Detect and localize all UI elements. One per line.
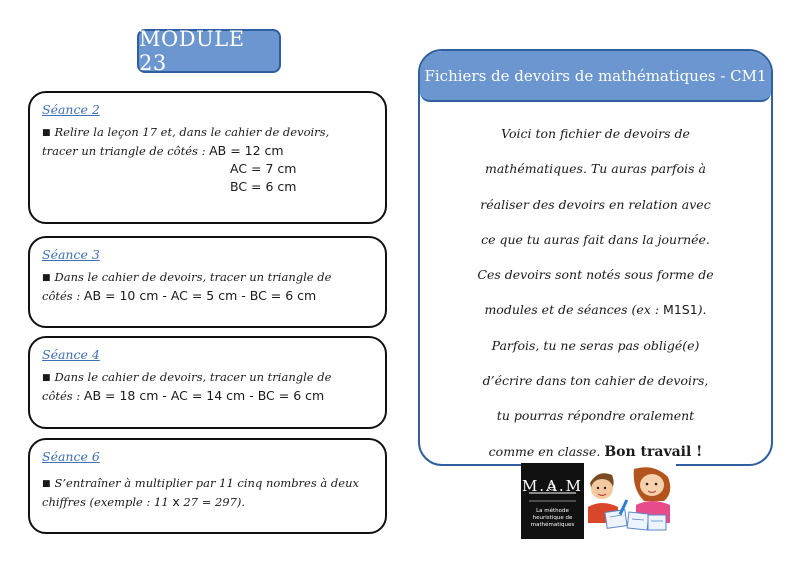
logo-sub-line: mathématiques — [530, 522, 575, 528]
measures: AB = 10 cm - AC = 5 cm - BC = 6 cm — [83, 288, 317, 303]
panel-line — [420, 434, 771, 466]
info-panel — [418, 49, 773, 466]
bullet-icon: ■ — [42, 479, 51, 489]
panel-text: comme en classe. — [488, 443, 605, 459]
seance-text: Dans le cahier de devoirs, tracer un triangle de — [54, 370, 332, 384]
seance-title: Séance 3 — [42, 247, 100, 262]
seance-text: Dans le cahier de devoirs, tracer un triangle de — [54, 270, 332, 284]
seance-line — [42, 142, 375, 160]
seance-title: Séance 6 — [42, 449, 100, 464]
seance-card-6 — [28, 438, 387, 534]
panel-line: Parfois, tu ne seras pas obligé(e) — [491, 337, 700, 353]
measures: AB = 18 cm - AC = 14 cm - BC = 6 cm — [83, 388, 325, 403]
seance-line — [42, 269, 375, 287]
seance-line — [42, 160, 375, 178]
seance-title: Séance 2 — [42, 102, 100, 117]
seance-text: S’entraîner à multiplier par 11 cinq nombres à deux — [54, 476, 359, 490]
seance-line — [42, 287, 375, 305]
logo-sub-line: La méthode — [536, 508, 569, 514]
seance-title: Séance 4 — [42, 347, 100, 362]
module-title: MODULE 23 — [137, 29, 281, 73]
children-illustration — [584, 463, 676, 539]
panel-line: mathématiques. Tu auras parfois à — [484, 161, 706, 177]
seance-text: chiffres (exemple : 11 — [42, 495, 173, 509]
measure-ab: AB = 12 cm — [209, 143, 284, 158]
mam-logo-text: M.A.M — [521, 477, 584, 495]
seance-text: Relire la leçon 17 et, dans le cahier de devoirs, — [54, 125, 330, 139]
seance-text: 27 = 297). — [179, 495, 246, 509]
bon-travail: Bon travail ! — [604, 443, 703, 460]
seance-line — [42, 475, 375, 493]
seance-card-4 — [28, 336, 387, 429]
kids-studying-icon — [584, 463, 676, 539]
seance-card-3 — [28, 236, 387, 328]
panel-line: ce que tu auras fait dans la journée. — [481, 231, 710, 247]
seance-line — [42, 178, 375, 196]
panel-line: Ces devoirs sont notés sous forme de — [477, 267, 714, 283]
panel-body — [420, 102, 771, 466]
panel-line: réaliser des devoirs en relation avec — [480, 196, 711, 212]
measure-ac: AC = 7 cm — [230, 161, 297, 176]
bullet-icon: ■ — [42, 373, 51, 383]
seance-text: côtés : — [42, 389, 84, 403]
panel-line: tu pourras répondre oralement — [496, 408, 695, 424]
bullet-icon: ■ — [42, 273, 51, 283]
logo-sub-line: heuristique de — [532, 515, 573, 521]
multiply-sign: x — [172, 494, 180, 509]
seance-line — [42, 124, 375, 142]
panel-line: Voici ton fichier de devoirs de — [501, 126, 690, 141]
seance-text: tracer un triangle de côtés : — [42, 144, 210, 158]
seance-line — [42, 387, 375, 405]
seance-line — [42, 493, 375, 511]
seance-line — [42, 369, 375, 387]
seance-card-2 — [28, 91, 387, 224]
panel-title: Fichiers de devoirs de mathématiques - CM1 — [420, 51, 771, 102]
panel-text: ). — [697, 302, 707, 318]
mam-logo-subtitle — [523, 508, 582, 529]
panel-text: modules et de séances (ex : — [484, 302, 664, 318]
example-code: M1S1 — [663, 302, 698, 318]
panel-line: d’écrire dans ton cahier de devoirs, — [482, 373, 709, 389]
bullet-icon: ■ — [42, 128, 51, 138]
measure-bc: BC = 6 cm — [230, 179, 297, 194]
seance-text: côtés : — [42, 289, 84, 303]
mam-logo-mark — [521, 463, 584, 539]
mam-logo — [521, 463, 676, 539]
panel-line — [420, 292, 771, 327]
